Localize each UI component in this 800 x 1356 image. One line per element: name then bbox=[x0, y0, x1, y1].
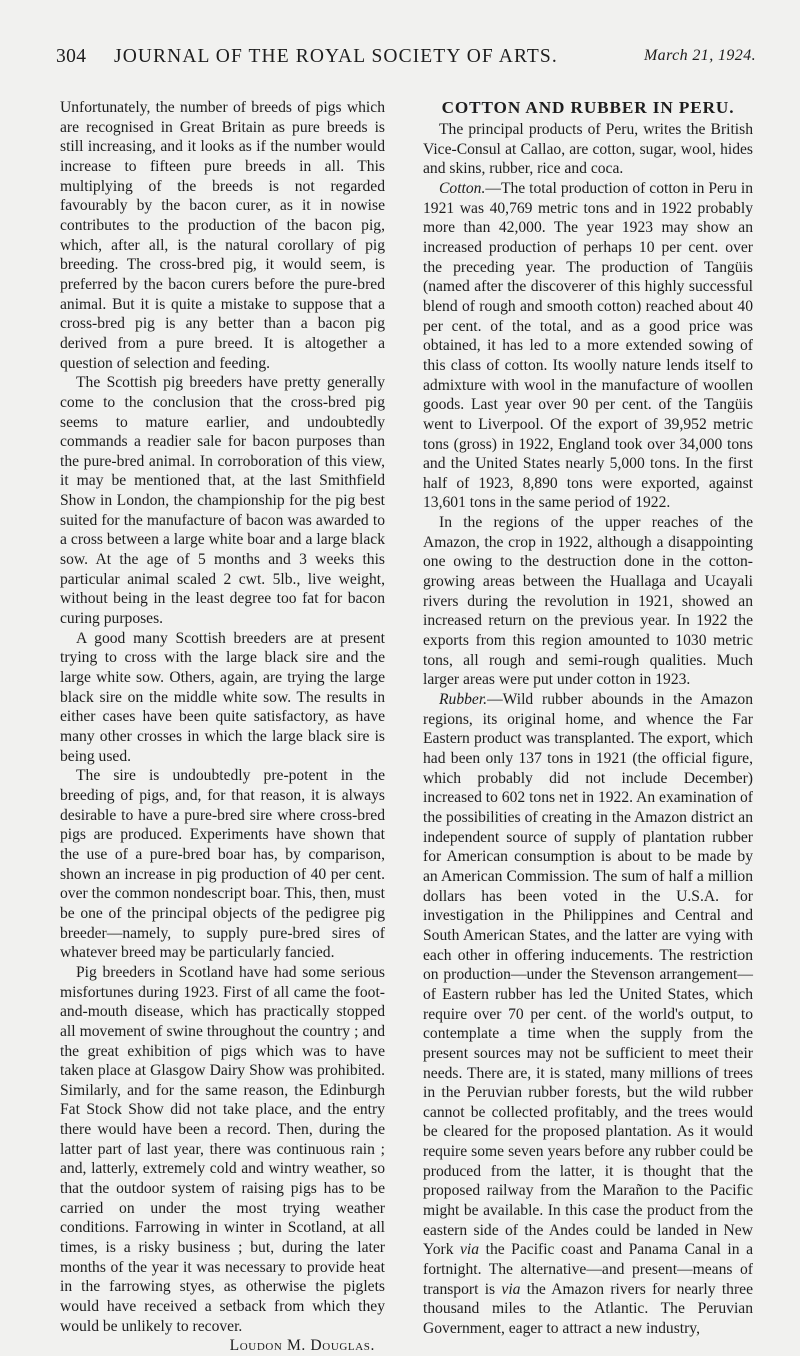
paragraph: Pig breeders in Scotland have had some serious misfortunes during 1923. First of all came the foot-and-mouth disease, which has practically stopped all movement of swine throughout the country ; and the great exhibition of pigs which was to have taken place at Glasgow Dairy Show was prohibited. Similarly, and for the same reason, the Edinburgh Fat Stock Show did not take place, and the entry there would have been a record. Then, during the latter part of last year, there was continuous rain ; and, latterly, extremely cold and wintry weather, so that the outdoor system of raising pigs has to be carried on under the most trying weather conditions. Farrowing in winter in Scotland, at all times, is a risky business ; but, during the later months of the year it was necessary to provide heat in the farrowing styes, as otherwise the piglets would have received a setback from which they would be unlikely to recover. bbox=[60, 963, 385, 1335]
paragraph: The sire is undoubtedly pre-potent in the breeding of pigs, and, for that reason, it is always desirable to have a pure-bred sire where cross-bred pigs are produced. Experiments have shown that the use of a pure-bred boar has, by comparison, shown an increase in pig production of 40 per cent. over the common nondescript boar. This, then, must be one of the principal objects of the pedigree pig breeder—namely, to supply pure-bred sires of whatever breed may be particularly fancied. bbox=[60, 767, 385, 962]
right-column bbox=[423, 98, 753, 1339]
cotton-label: Cotton. bbox=[439, 179, 486, 197]
rubber-text-1: —Wild rubber abounds in the Amazon regions, its original home, and whence the Far Eastern product was transplanted. The export, which had been only 137 tons in 1921 (the official figure, which probably did not include December) increased to 602 tons net in 1922. An examination of the possibilities of creating in the Amazon district an independent source of supply of plantation rubber for American consumption is about to be made by an American Commission. The sum of half a million dollars has been voted in the U.S.A. for investigation in the Philippines and Central and South American States, and the latter are vying with each other in offering inducements. The restriction on production—under the Stevenson arrangement—of Eastern rubber has led the United States, which require over 70 per cent. of the world's output, to contemplate a time when the supply from the present sources may not be sufficient to meet their needs. There are, it is stated, many millions of trees in the Peruvian rubber forests, but the wild rubber cannot be collected profitably, and the trees would be cleared for the proposed plantation. As it would require some seven years before any rubber could be produced from the latter, it is thought that the proposed railway from the Marañon to the Pacific might be available. In this case the product from the eastern side of the Andes could be landed in New York bbox=[423, 691, 754, 1259]
paragraph: A good many Scottish breeders are at present trying to cross with the large black sire and the large white sow. Others, again, are trying the large black sire on the middle white sow. The results in either cases have been quite satisfactory, as have many other crosses in which the large black sire is being used. bbox=[60, 629, 385, 765]
via-italic-1: via bbox=[460, 1241, 480, 1259]
intro-paragraph: The principal products of Peru, writes the British Vice-Consul at Callao, are cotton, sugar, wool, hides and skins, rubber, rice and coca. bbox=[423, 121, 753, 178]
journal-title: JOURNAL OF THE ROYAL SOCIETY OF ARTS. bbox=[114, 46, 558, 67]
rubber-paragraph bbox=[423, 690, 753, 1339]
rubber-text-2: the Pacific coast and Panama Canal in a fortnight. The alternative—and present—means of transport is bbox=[423, 1241, 753, 1298]
paragraph: The Scottish pig breeders have pretty generally come to the conclusion that the cross-bred pig seems to mature earlier, and undoubtedly commands a readier sale for bacon purposes than the pure-bred animal. In corroboration of this view, it may be mentioned that, at the last Smithfield Show in London, the championship for the pig best suited for the manufacture of bacon was awarded to a cross between a large white boar and a large black sow. At the age of 5 months and 3 weeks this particular animal scaled 2 cwt. 5lb., live weight, without being in the least degree too fat for bacon curing purposes. bbox=[60, 374, 385, 628]
via-italic-2: via bbox=[501, 1280, 521, 1298]
paragraph: Unfortunately, the number of breeds of pigs which are recognised in Great Britain as pure breeds is still increasing, and it looks as if the number would increase to fifteen pure breeds in all. This multiplying of the breeds is not regarded favourably by the bacon curer, as it in nowise contributes to the production of the bacon pig, which, after all, is the natural corollary of pig breeding. The cross-bred pig, it would seem, is preferred by the bacon curers before the pure-bred animal. But it is quite a mistake to suppose that a cross-bred pig is any better than a bacon pig derived from a pure breed. It is altogether a question of selection and feeding. bbox=[60, 99, 385, 372]
rubber-text-3: the Amazon rivers for nearly three thousand miles to the Atlantic. The Peruvian Government, eager to attract a new industry, bbox=[423, 1280, 753, 1338]
page-header bbox=[56, 46, 756, 72]
left-column bbox=[60, 98, 385, 1356]
amazon-paragraph: In the regions of the upper reaches of the Amazon, the crop in 1922, although a disappointing one owing to the destruction done in the cotton-growing areas between the Huallaga and Ucayali rivers during the revolution in 1921, showed an increased return on the previous year. In 1922 the exports from this region amounted to 1030 metric tons, all rough and semi-rough qualities. Much larger areas were put under cotton in 1923. bbox=[423, 514, 753, 689]
cotton-paragraph bbox=[423, 179, 753, 513]
issue-date: March 21, 1924. bbox=[643, 47, 756, 64]
author-signature: Loudon M. Douglas. bbox=[229, 1337, 375, 1355]
cotton-text: —The total production of cotton in Peru in 1921 was 40,769 metric tons and in 1922 probably more than 42,000. The year 1923 may show an increased production of perhaps 10 per cent. over the preceding year. The production of Tangüis (named after the discoverer of this highly successful blend of rough and smooth cotton) reached about 40 per cent. of the total, and as a good price was obtained, it has led to a more extended sowing of this class of cotton. Its woolly nature lends itself to admixture with wool in the manufacture of woollen goods. Last year over 90 per cent. of the Tangüis went to Liverpool. Of the export of 39,952 metric tons (gross) in 1922, England took over 34,000 tons and the United States nearly 5,000 tons. In the first half of 1923, 8,890 tons were exported, against 13,601 tons in the same period of 1922. bbox=[423, 179, 753, 512]
page-number: 304 bbox=[56, 46, 87, 67]
article-heading: COTTON AND RUBBER IN PERU. bbox=[441, 98, 735, 117]
rubber-label: Rubber. bbox=[439, 691, 488, 709]
